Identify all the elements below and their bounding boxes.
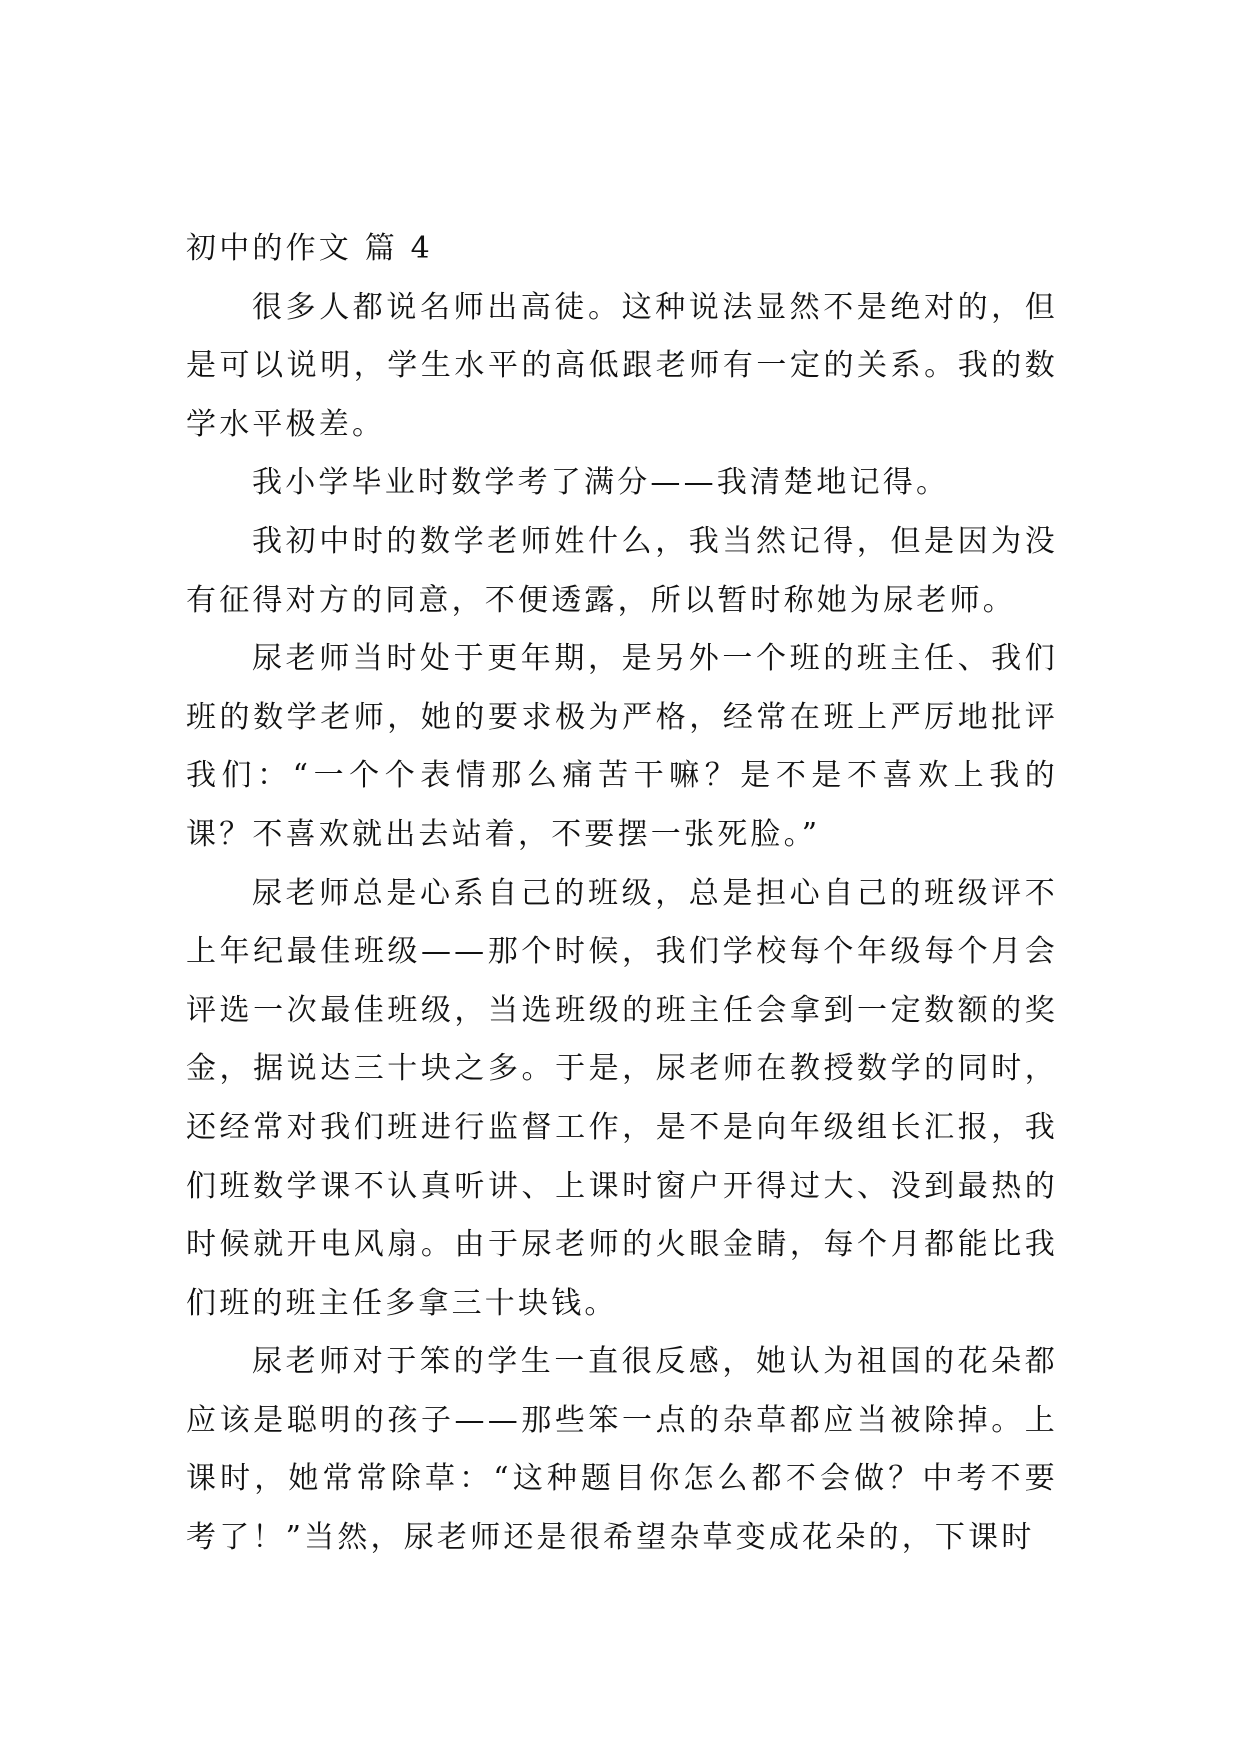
paragraph: 尿老师总是心系自己的班级，总是担心自己的班级评不上年纪最佳班级——那个时候，我们学校每个年级每个月会评选一次最佳班级，当选班级的班主任会拿到一定数额的奖金，据说达三十块之多。于是，尿老师在教授数学的同时，还经常对我们班进行监督工作，是不是向年级组长汇报，我们班数学课不认真听讲、上课时窗户开得过大、没到最热的时候就开电风扇。由于尿老师的火眼金睛，每个月都能比我们班的班主任多拿三十块钱。 bbox=[186, 875, 1058, 1321]
paragraph: 尿老师对于笨的学生一直很反感，她认为祖国的花朵都应该是聪明的孩子——那些笨一点的杂草都应当被除掉。上课时，她常常除草：“这种题目你怎么都不会做？中考不要考了！”当然，尿老师还是很希望杂草变成花朵的，下课时 bbox=[186, 1344, 1058, 1556]
paragraph: 尿老师当时处于更年期，是另外一个班的班主任、我们班的数学老师，她的要求极为严格，经常在班上严厉地批评我们：“一个个表情那么痛苦干嘛？是不是不喜欢上我的课？不喜欢就出去站着，不要摆一张死脸。” bbox=[186, 641, 1058, 852]
document-body bbox=[186, 220, 1058, 1568]
paragraph: 我小学毕业时数学考了满分——我清楚地记得。 bbox=[252, 465, 950, 501]
paragraph: 我初中时的数学老师姓什么，我当然记得，但是因为没有征得对方的同意，不便透露，所以暂时称她为尿老师。 bbox=[186, 523, 1058, 618]
document-title: 初中的作文 篇 4 bbox=[186, 231, 433, 266]
paragraph: 很多人都说名师出高徒。这种说法显然不是绝对的，但是可以说明，学生水平的高低跟老师有一定的关系。我的数学水平极差。 bbox=[186, 289, 1058, 442]
